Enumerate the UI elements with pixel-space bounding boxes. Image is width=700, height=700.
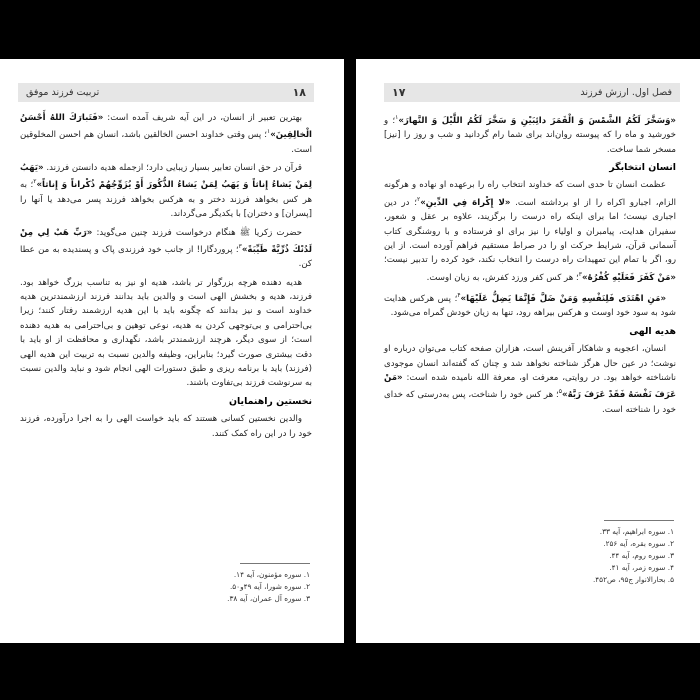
- text: ؛ و خورشید و ماه را که پیوسته روان‌اند برای شما رام گردانید و شب و روز را [نیز] مسخر شما ساخت.: [384, 115, 676, 155]
- footnote-ref: ۱: [395, 114, 399, 121]
- quran-verse: «رَبِّ هَبْ لِي مِنْ لَدُنْكَ ذُرِّيَّةً طَيِّبَةً»: [20, 227, 312, 255]
- footnote-ref: ۴: [457, 292, 461, 300]
- text: ؛ به هر کس بخواهد فرزند دختر و به هرکس بخواهد فرزند پسر می‌دهد یا آنها را [پسران] و دختران] با یکدیگر می‌گرداند.: [20, 180, 312, 220]
- page-number: ۱۷: [392, 86, 406, 99]
- paragraph: [20, 111, 312, 157]
- page-body: [384, 111, 676, 421]
- page-number: ۱۸: [292, 86, 306, 99]
- footnote-ref: ۲: [33, 178, 37, 186]
- paragraph: [384, 178, 676, 285]
- quran-verse: «مَنْ عَرَفَ نَفْسَهُ فَقَدْ عَرَفَ رَبَّهُ»: [384, 372, 677, 401]
- text: ؛ در دین اجباری نیست؛ اما برای اینکه راه درست را برگزیند، علاوه بر عقل و شعور، سفیران هدایت، پیامبران و اولیاء را نیز برای او فرستاده و با روشنگری کتاب آسمانی قرآن، شرایط حرکت او را در صراط مستقیم فراهم آورده است. از این رو، اگر با تمام این تمهیدات راه درست را انتخاب نکند، خود کرده را تدبیر نیست؛: [384, 197, 676, 266]
- text: قرآن در حق انسان تعابیر بسیار زیبایی دارد؛ ازجمله هدیه دانستن فرزند.: [46, 163, 302, 174]
- footnote-ref: ۲: [416, 195, 421, 203]
- paragraph: هدیه دهنده هرچه بزرگوار تر باشد، هدیه او نیز به تناسب بزرگ خواهد بود. فرزند، هدیه و بخشش الهی است و والدین باید بدانند فرزند ارزشمندترین هدیه خداوند است و نیز بدانند که چگونه باید با این هدیه ارزشمند رفتار کنند؛ زیرا بی‌احترامی و بی‌توجهی کردن به هدیه، نوعی توهین و بی‌احترامی به هدیه دهنده است؛ از سوی دیگر، هرچند ارزشمندتر باشد، نگهداری و محافظت از او باید با دقت بیشتری صورت گیرد؛ بنابراین، وظیفه والدین نسبت به تربیت این هدیه الهی (فرزند) باید با برنامه ریزی و طبق دستورات الهی انجام شود و نباید والدین نسبت به سرنوشت فرزند بی‌تفاوت باشند.: [20, 277, 312, 389]
- section-title: هدیه الهی: [629, 325, 676, 337]
- quran-verse: «مَنْ كَفَرَ فَعَلَيْهِ كُفْرُهُ»: [582, 272, 676, 283]
- paragraph: [384, 289, 676, 321]
- section-title: نخستین راهنمایان: [229, 395, 312, 407]
- paragraph: [384, 111, 676, 157]
- paragraph: [384, 342, 676, 417]
- footnote-divider: [604, 520, 674, 521]
- quran-verse: «وَسَخَّرَ لَكُمُ الشَّمْسَ وَ الْقَمَرَ دائِبَيْنِ وَ سَخَّرَ لَكُمُ اللَّيْلَ وَ النَّهارَ»: [398, 115, 676, 126]
- footnote: ۲. سوره شورا، آیه ۴۹و۵۰.: [229, 582, 310, 591]
- section-title: انسان انتخابگر: [609, 162, 676, 174]
- footnote-ref: ۵: [558, 388, 563, 396]
- page-header: [384, 83, 680, 102]
- footnote: ۵. بحارالانوار ج۹۵، ص۴۵۲.: [592, 575, 674, 584]
- footnote: ۴. سوره زمر، آیه ۴۱.: [609, 563, 674, 572]
- footnote: ۳. سوره آل عمران، آیه ۳۸.: [227, 594, 310, 603]
- footnotes: [50, 563, 310, 605]
- running-title: تربیت فرزند موفق: [26, 87, 100, 98]
- text: انسان، اعجوبه و شاهکار آفرینش است، هزاران صفحه کتاب می‌توان درباره او نوشت؛ در عین حال هرگز شناخته نخواهد شد و چنان که گفته‌اند انسان موجودی ناشناخته خواهد بود. در روایتی، معرفت او، معرفة الله نامیده شده است:: [384, 344, 676, 383]
- text: عظمت انسان تا حدی است که خداوند انتخاب راه را برعهده او نهاده و هرگونه الزام، اجبارو اکراه را از او برداشته است.: [384, 180, 676, 208]
- footnote-divider: [240, 563, 310, 564]
- paragraph: [20, 161, 312, 221]
- text: ؛ هر کس خود را شناخت، پس به‌درستی که خدای خود را شناخته است.: [384, 390, 676, 415]
- footnote-ref: ۱: [266, 128, 271, 136]
- quran-verse: «مَنِ اهْتَدَى فَلِنَفْسِهِ وَمَنْ ضَلَّ فَإِنَّمَا يَضِلُّ عَلَيْهَا»: [460, 293, 666, 304]
- footnote-ref: ۳: [578, 270, 583, 278]
- running-title: فصل اول. ارزش فرزند: [580, 87, 672, 98]
- paragraph: والدین نخستین کسانی هستند که باید خواست الهی را به اجرا درآورده، فرزند خود را در این راه کمک کنند.: [20, 414, 312, 439]
- text: ؛ پس وقتی خداوند احسن الخالقین باشد، انسان هم احسن المخلوقین است.: [20, 130, 312, 155]
- page-body: [20, 111, 312, 445]
- footnote: ۲. سوره بقره، آیه ۲۵۶.: [603, 539, 674, 548]
- text: ؛ پروردگارا! از جانب خود فرزندی پاک و پسندیده به من عطا کن.: [20, 244, 312, 270]
- quran-verse: «لا إِكْراهَ فِي الدِّينِ»: [420, 197, 511, 208]
- page-header: [18, 83, 314, 102]
- quran-verse: «فَتَبارَكَ اللهُ أَحْسَنُ الْخالِقِينَ»: [20, 113, 312, 141]
- text: ؛ هر کس کفر ورزد کفرش، به زیان اوست.: [426, 272, 579, 283]
- left-page: [0, 59, 344, 643]
- text: بهترین تعبیر از انسان، در این آیه شریف آمده است:: [103, 113, 302, 123]
- right-page: [356, 59, 700, 643]
- text: ؛ پس هرکس هدایت شود به سود خود اوست و هرکس بیراهه رود، تنها به زیان خودش گمراه می‌شود.: [384, 293, 676, 319]
- text: حضرت زکریا ﷺ هنگام درخواست فرزند چنین می‌گوید:: [92, 227, 302, 238]
- paragraph: [20, 226, 312, 272]
- footnote: ۱. سوره ابراهیم، آیه ۳۳.: [599, 527, 674, 536]
- quran-verse: «يَهَبُ لِمَنْ يَشاءُ إِناثاً وَ يَهَبُ لِمَنْ يَشاءُ الذُّكُورَ أَوْ يُزَوِّجُهُمْ ذُكْراناً وَ إِناثاً»: [20, 163, 312, 191]
- footnote: ۳. سوره روم، آیه ۴۴.: [609, 551, 674, 560]
- footnotes: [404, 520, 674, 586]
- footnote: ۱. سوره مؤمنون، آیه ۱۴.: [233, 570, 310, 579]
- footnote-ref: ۳: [238, 242, 242, 250]
